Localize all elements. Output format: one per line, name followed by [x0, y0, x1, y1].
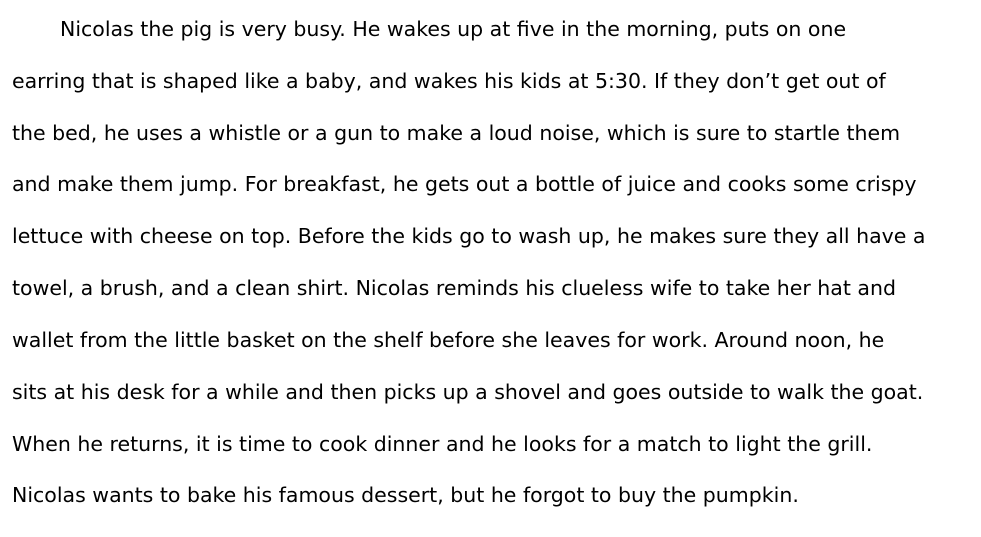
paragraph-line-4: and make them jump. For breakfast, he gets out a bottle of juice and cooks some crispy [12, 172, 917, 196]
paragraph-line-5: lettuce with cheese on top. Before the kids go to wash up, he makes sure they all have a [12, 224, 926, 248]
paragraph-line-9: When he returns, it is time to cook dinner and he looks for a match to light the grill. [12, 432, 873, 456]
paragraph-line-1: Nicolas the pig is very busy. He wakes up at five in the morning, puts on one [60, 17, 847, 41]
paragraph-line-10: Nicolas wants to bake his famous dessert, but he forgot to buy the pumpkin. [12, 483, 799, 507]
paragraph-line-3: the bed, he uses a whistle or a gun to make a loud noise, which is sure to startle them [12, 121, 901, 145]
paragraph-line-8: sits at his desk for a while and then picks up a shovel and goes outside to walk the goat. [12, 380, 924, 404]
paragraph-line-6: towel, a brush, and a clean shirt. Nicolas reminds his clueless wife to take her hat and [12, 276, 896, 300]
paragraph-line-2: earring that is shaped like a baby, and wakes his kids at 5:30. If they don’t get out of [12, 69, 886, 93]
paragraph-line-7: wallet from the little basket on the shelf before she leaves for work. Around noon, he [12, 328, 885, 352]
